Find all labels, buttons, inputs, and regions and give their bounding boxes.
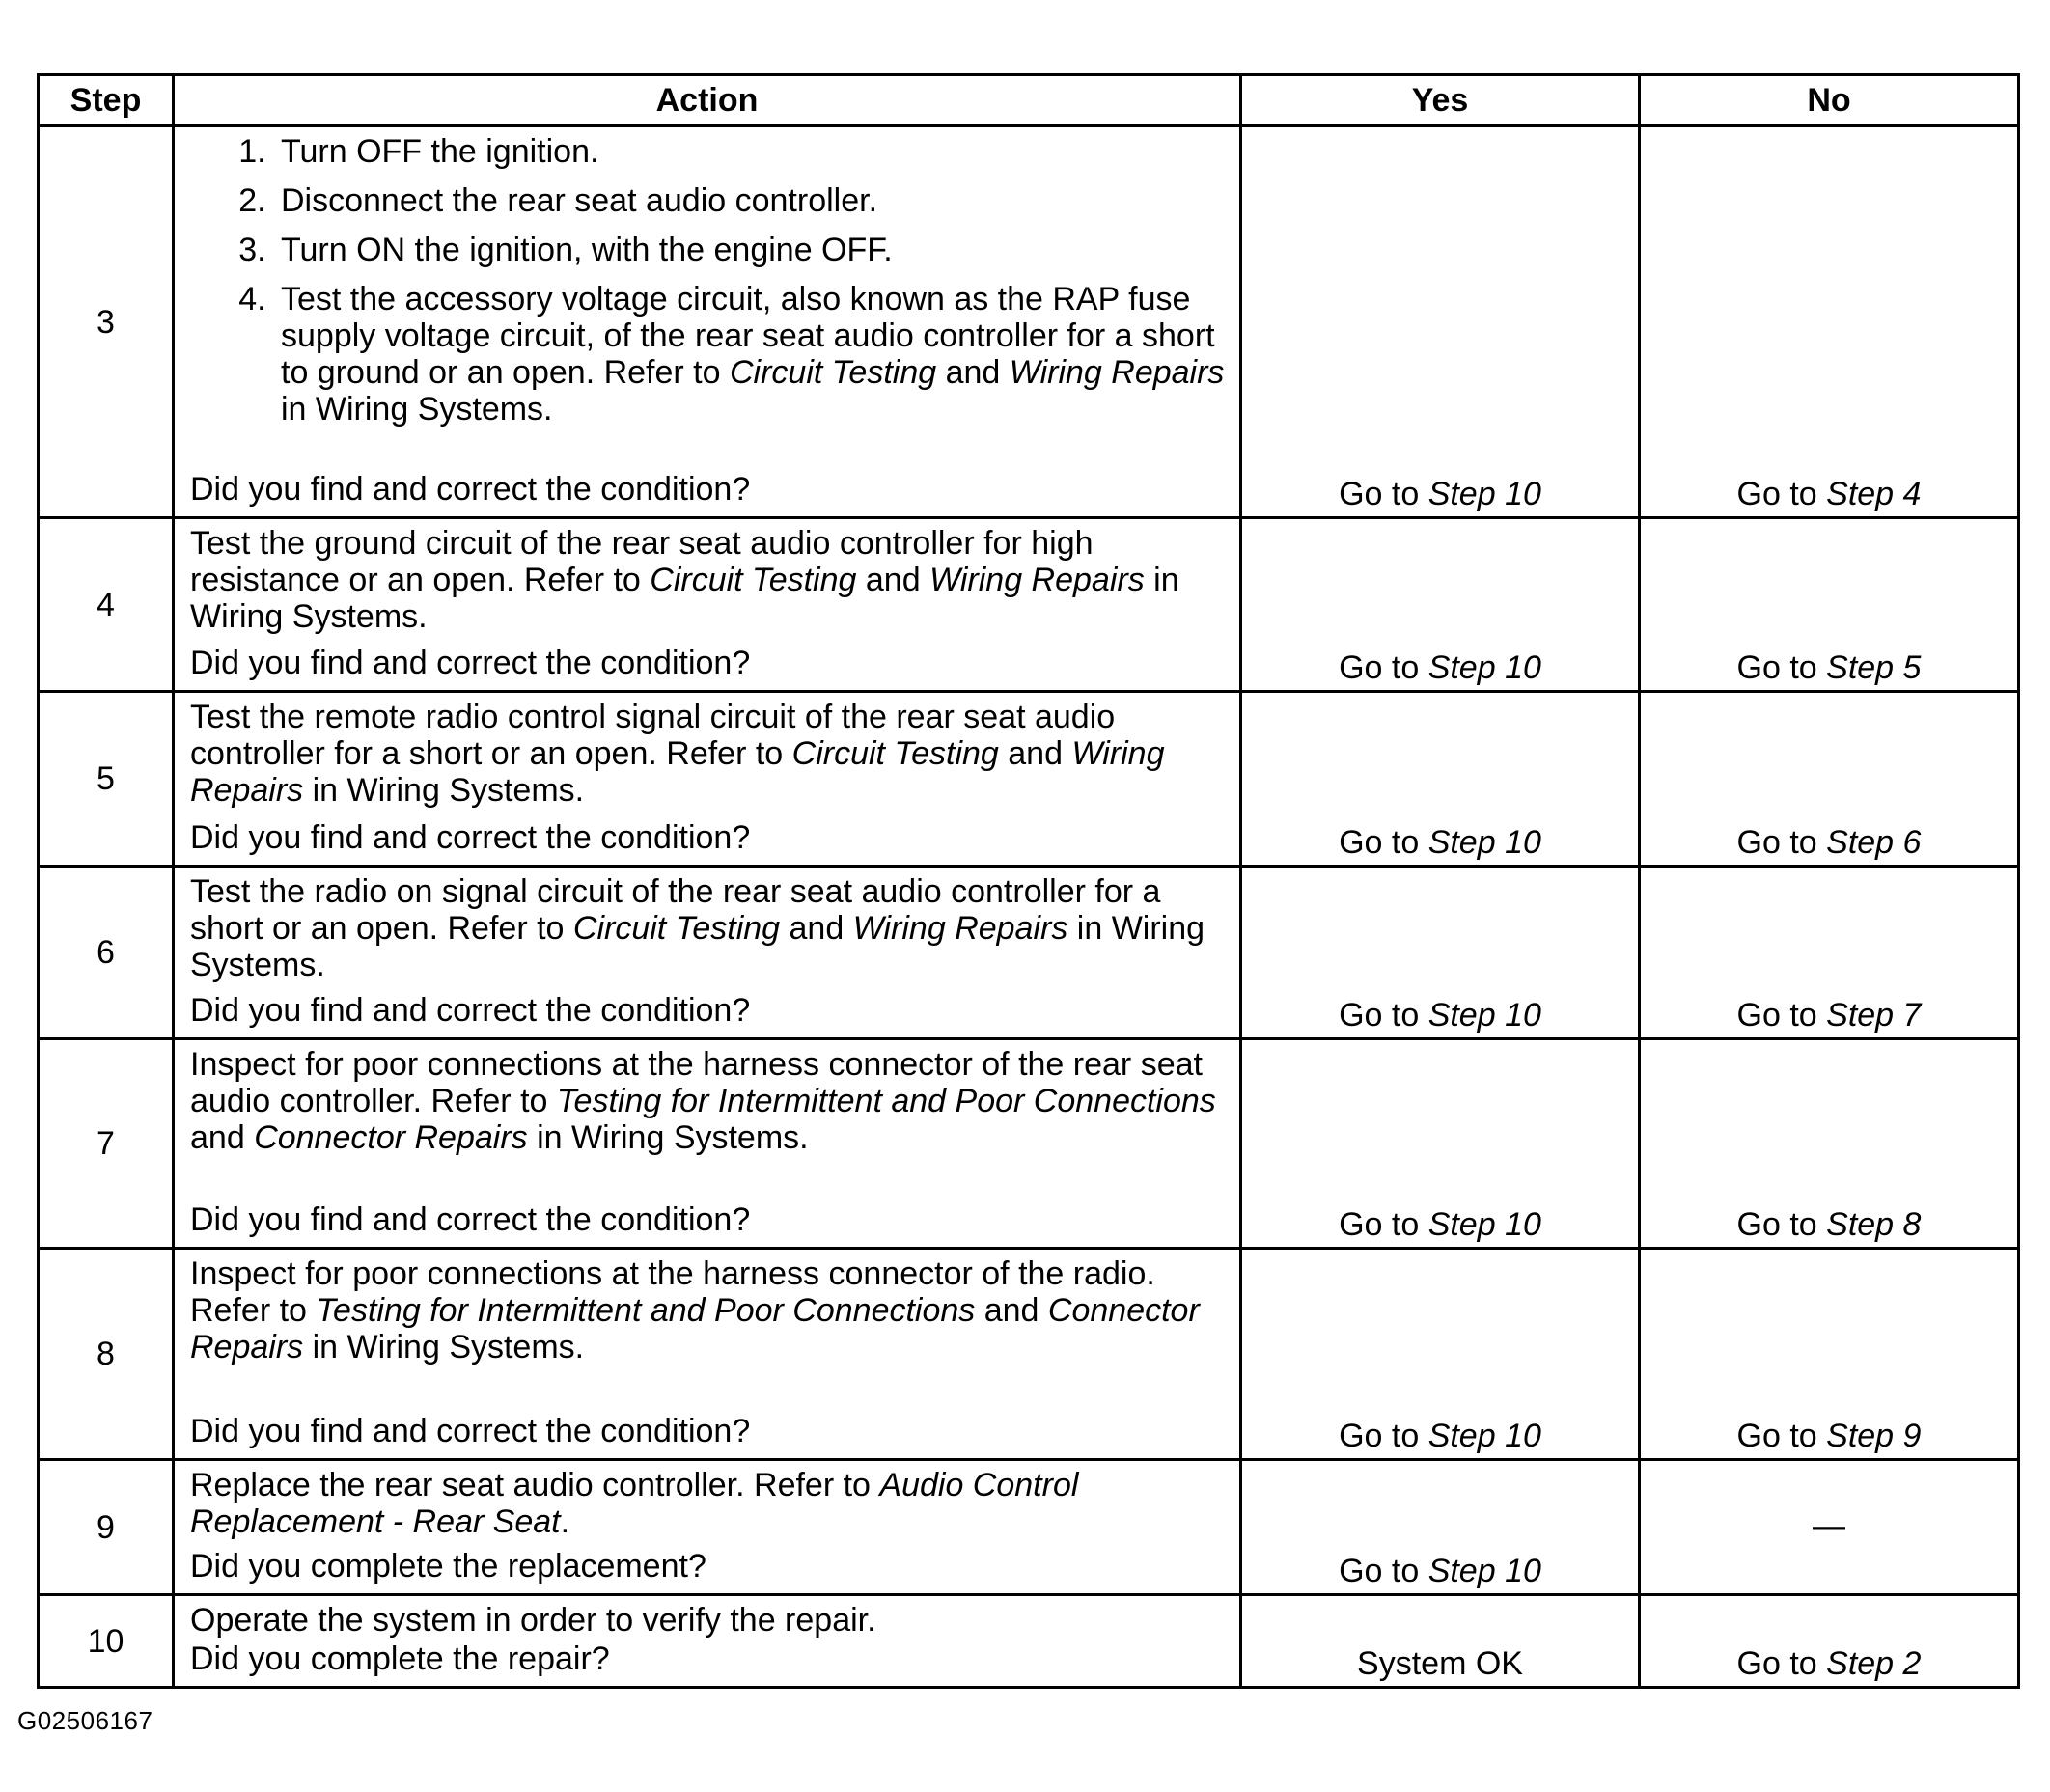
yes-result [1241, 1460, 1640, 1595]
no-result [1640, 692, 2019, 867]
text-run: Go to [1339, 649, 1428, 686]
text-run: Go to [1339, 997, 1428, 1034]
text-run: and [998, 735, 1072, 772]
table-row [39, 1039, 2019, 1249]
text-run: Operate the system in order to verify the repair. [190, 1602, 876, 1639]
reference-link-text: Circuit Testing [791, 735, 999, 772]
text-run: in Wiring Systems. [303, 1329, 585, 1365]
text-run: System OK [1357, 1645, 1523, 1682]
reference-link-text: Circuit Testing [572, 910, 781, 947]
text-run: Test the ground circuit of the rear seat audio controller for high resistance or an open. Refer to [190, 525, 1094, 598]
reference-link-text: Wiring Repairs [1009, 354, 1225, 391]
text-run: in Wiring Systems. [303, 772, 585, 809]
reference-link-text: Wiring Repairs [929, 562, 1145, 598]
list-item [275, 232, 1226, 268]
reference-link-text: Step 8 [1826, 1206, 1922, 1243]
text-run: in Wiring Systems. [527, 1119, 809, 1156]
reference-link-text: Step 10 [1427, 1206, 1541, 1243]
table-row [39, 692, 2019, 867]
yes-result [1241, 867, 1640, 1039]
step-number: 4 [39, 518, 174, 692]
action-content [190, 133, 1226, 508]
text-run: Go to [1339, 1206, 1428, 1243]
list-item [275, 281, 1226, 427]
action-question: Did you find and correct the condition? [190, 645, 751, 681]
no-result [1640, 1460, 2019, 1595]
yes-result [1241, 1039, 1640, 1249]
action-cell [174, 1595, 1241, 1688]
text-run: Turn OFF the ignition. [281, 133, 599, 170]
text-run: . [560, 1503, 570, 1540]
action-cell [174, 1249, 1241, 1460]
yes-result [1241, 692, 1640, 867]
header-action: Action [174, 75, 1241, 126]
action-question: Did you complete the repair? [190, 1640, 610, 1677]
list-item [275, 182, 1226, 219]
text-run: Disconnect the rear seat audio controller. [281, 182, 878, 219]
reference-link-text: Step 4 [1826, 476, 1922, 512]
text-run: Go to [1736, 1645, 1827, 1682]
text-run: and [975, 1292, 1048, 1329]
reference-link-text: Connector Repairs [190, 1292, 1200, 1365]
action-question: Did you complete the replacement? [190, 1548, 706, 1585]
diagnostic-table [37, 73, 2020, 1689]
reference-link-text: Step 10 [1427, 1418, 1541, 1454]
text-run: Inspect for poor connections at the harness connector of the radio. Refer to [190, 1255, 1155, 1329]
reference-link-text: Step 10 [1427, 476, 1541, 512]
text-run: Go to [1339, 824, 1428, 861]
reference-link-text: Wiring Repairs [852, 910, 1068, 947]
action-instruction [190, 699, 1226, 809]
action-question: Did you find and correct the condition? [190, 1201, 751, 1238]
text-run: Go to [1736, 824, 1827, 861]
figure-id: G02506167 [17, 1706, 153, 1735]
text-run: Go to [1339, 1553, 1428, 1589]
reference-link-text: Step 7 [1826, 997, 1922, 1034]
reference-link-text: Step 5 [1826, 649, 1922, 686]
action-cell [174, 867, 1241, 1039]
reference-link-text: Circuit Testing [650, 562, 857, 598]
step-number: 3 [39, 126, 174, 518]
text-run: and [936, 354, 1010, 391]
action-question: Did you find and correct the condition? [190, 819, 751, 856]
header-no: No [1640, 75, 2019, 126]
reference-link-text: Step 10 [1427, 997, 1541, 1034]
action-cell [174, 518, 1241, 692]
action-instruction [190, 1255, 1226, 1365]
reference-link-text: Connector Repairs [254, 1119, 528, 1156]
text-run: Go to [1736, 649, 1827, 686]
action-instruction [190, 1046, 1226, 1156]
text-run: Go to [1736, 1206, 1827, 1243]
text-run: Go to [1736, 997, 1827, 1034]
action-question: Did you find and correct the condition? [190, 471, 751, 508]
reference-link-text: Testing for Intermittent and Poor Connections [316, 1292, 976, 1329]
action-content [190, 873, 1226, 1029]
action-content [190, 1467, 1226, 1585]
reference-link-text: Step 10 [1427, 649, 1541, 686]
reference-link-text: Testing for Intermittent and Poor Connections [556, 1083, 1216, 1119]
no-result [1640, 126, 2019, 518]
text-run: Go to [1339, 476, 1428, 512]
step-number: 10 [39, 1595, 174, 1688]
reference-link-text: Step 10 [1427, 1553, 1541, 1589]
yes-result [1241, 1249, 1640, 1460]
action-content [190, 1602, 1226, 1677]
step-number: 5 [39, 692, 174, 867]
table-row [39, 1595, 2019, 1688]
text-run: Test the remote radio control signal circuit of the rear seat audio controller for a short or an open. Refer to [190, 699, 1116, 772]
no-result [1640, 1039, 2019, 1249]
text-run: Go to [1736, 1418, 1827, 1454]
action-instruction [190, 1602, 1226, 1639]
table-row [39, 1249, 2019, 1460]
text-run: in Wiring Systems. [281, 391, 553, 427]
yes-result [1241, 518, 1640, 692]
action-cell [174, 692, 1241, 867]
table-body [39, 126, 2019, 1688]
text-run: — [1813, 1506, 1845, 1544]
action-cell [174, 1039, 1241, 1249]
text-run: Replace the rear seat audio controller. Refer to [190, 1467, 880, 1503]
text-run: Go to [1736, 476, 1827, 512]
action-instruction [190, 525, 1226, 635]
step-number: 7 [39, 1039, 174, 1249]
text-run: Test the accessory voltage circuit, also known as the RAP fuse supply voltage circuit, of the rear seat audio controller for a short to ground or an open. Refer to [281, 281, 1215, 391]
action-content [190, 1046, 1226, 1238]
reference-link-text: Step 2 [1826, 1645, 1922, 1682]
no-result [1640, 867, 2019, 1039]
step-number: 9 [39, 1460, 174, 1595]
step-number: 6 [39, 867, 174, 1039]
text-run: in Wiring Systems. [190, 562, 1179, 635]
text-run: and [780, 910, 853, 947]
text-run: Go to [1339, 1418, 1428, 1454]
header-row [39, 75, 2019, 126]
action-instruction [190, 873, 1226, 983]
reference-link-text: Wiring Repairs [190, 735, 1165, 809]
yes-result [1241, 1595, 1640, 1688]
header-step: Step [39, 75, 174, 126]
table-row [39, 1460, 2019, 1595]
no-result [1640, 518, 2019, 692]
action-steps-list [190, 133, 1226, 427]
no-result [1640, 1595, 2019, 1688]
reference-link-text: Audio Control Replacement - Rear Seat [190, 1467, 1079, 1540]
text-run: and [856, 562, 930, 598]
text-run: in Wiring Systems. [190, 910, 1205, 983]
list-item [275, 133, 1226, 170]
yes-result [1241, 126, 1640, 518]
text-run: Inspect for poor connections at the harness connector of the rear seat audio controller. Refer to [190, 1046, 1203, 1119]
table-row [39, 867, 2019, 1039]
action-question: Did you find and correct the condition? [190, 1413, 751, 1449]
action-content [190, 1255, 1226, 1449]
reference-link-text: Step 6 [1826, 824, 1922, 861]
table-row [39, 518, 2019, 692]
action-content [190, 699, 1226, 856]
step-number: 8 [39, 1249, 174, 1460]
text-run: Turn ON the ignition, with the engine OFF. [281, 232, 893, 268]
action-content [190, 525, 1226, 681]
reference-link-text: Step 10 [1427, 824, 1541, 861]
action-cell [174, 1460, 1241, 1595]
action-question: Did you find and correct the condition? [190, 992, 751, 1029]
reference-link-text: Circuit Testing [729, 354, 937, 391]
no-result [1640, 1249, 2019, 1460]
action-cell [174, 126, 1241, 518]
action-instruction [190, 1467, 1226, 1540]
text-run: Test the radio on signal circuit of the rear seat audio controller for a short or an open. Refer to [190, 873, 1161, 947]
header-yes: Yes [1241, 75, 1640, 126]
text-run: and [190, 1119, 255, 1156]
reference-link-text: Step 9 [1826, 1418, 1922, 1454]
table-row [39, 126, 2019, 518]
